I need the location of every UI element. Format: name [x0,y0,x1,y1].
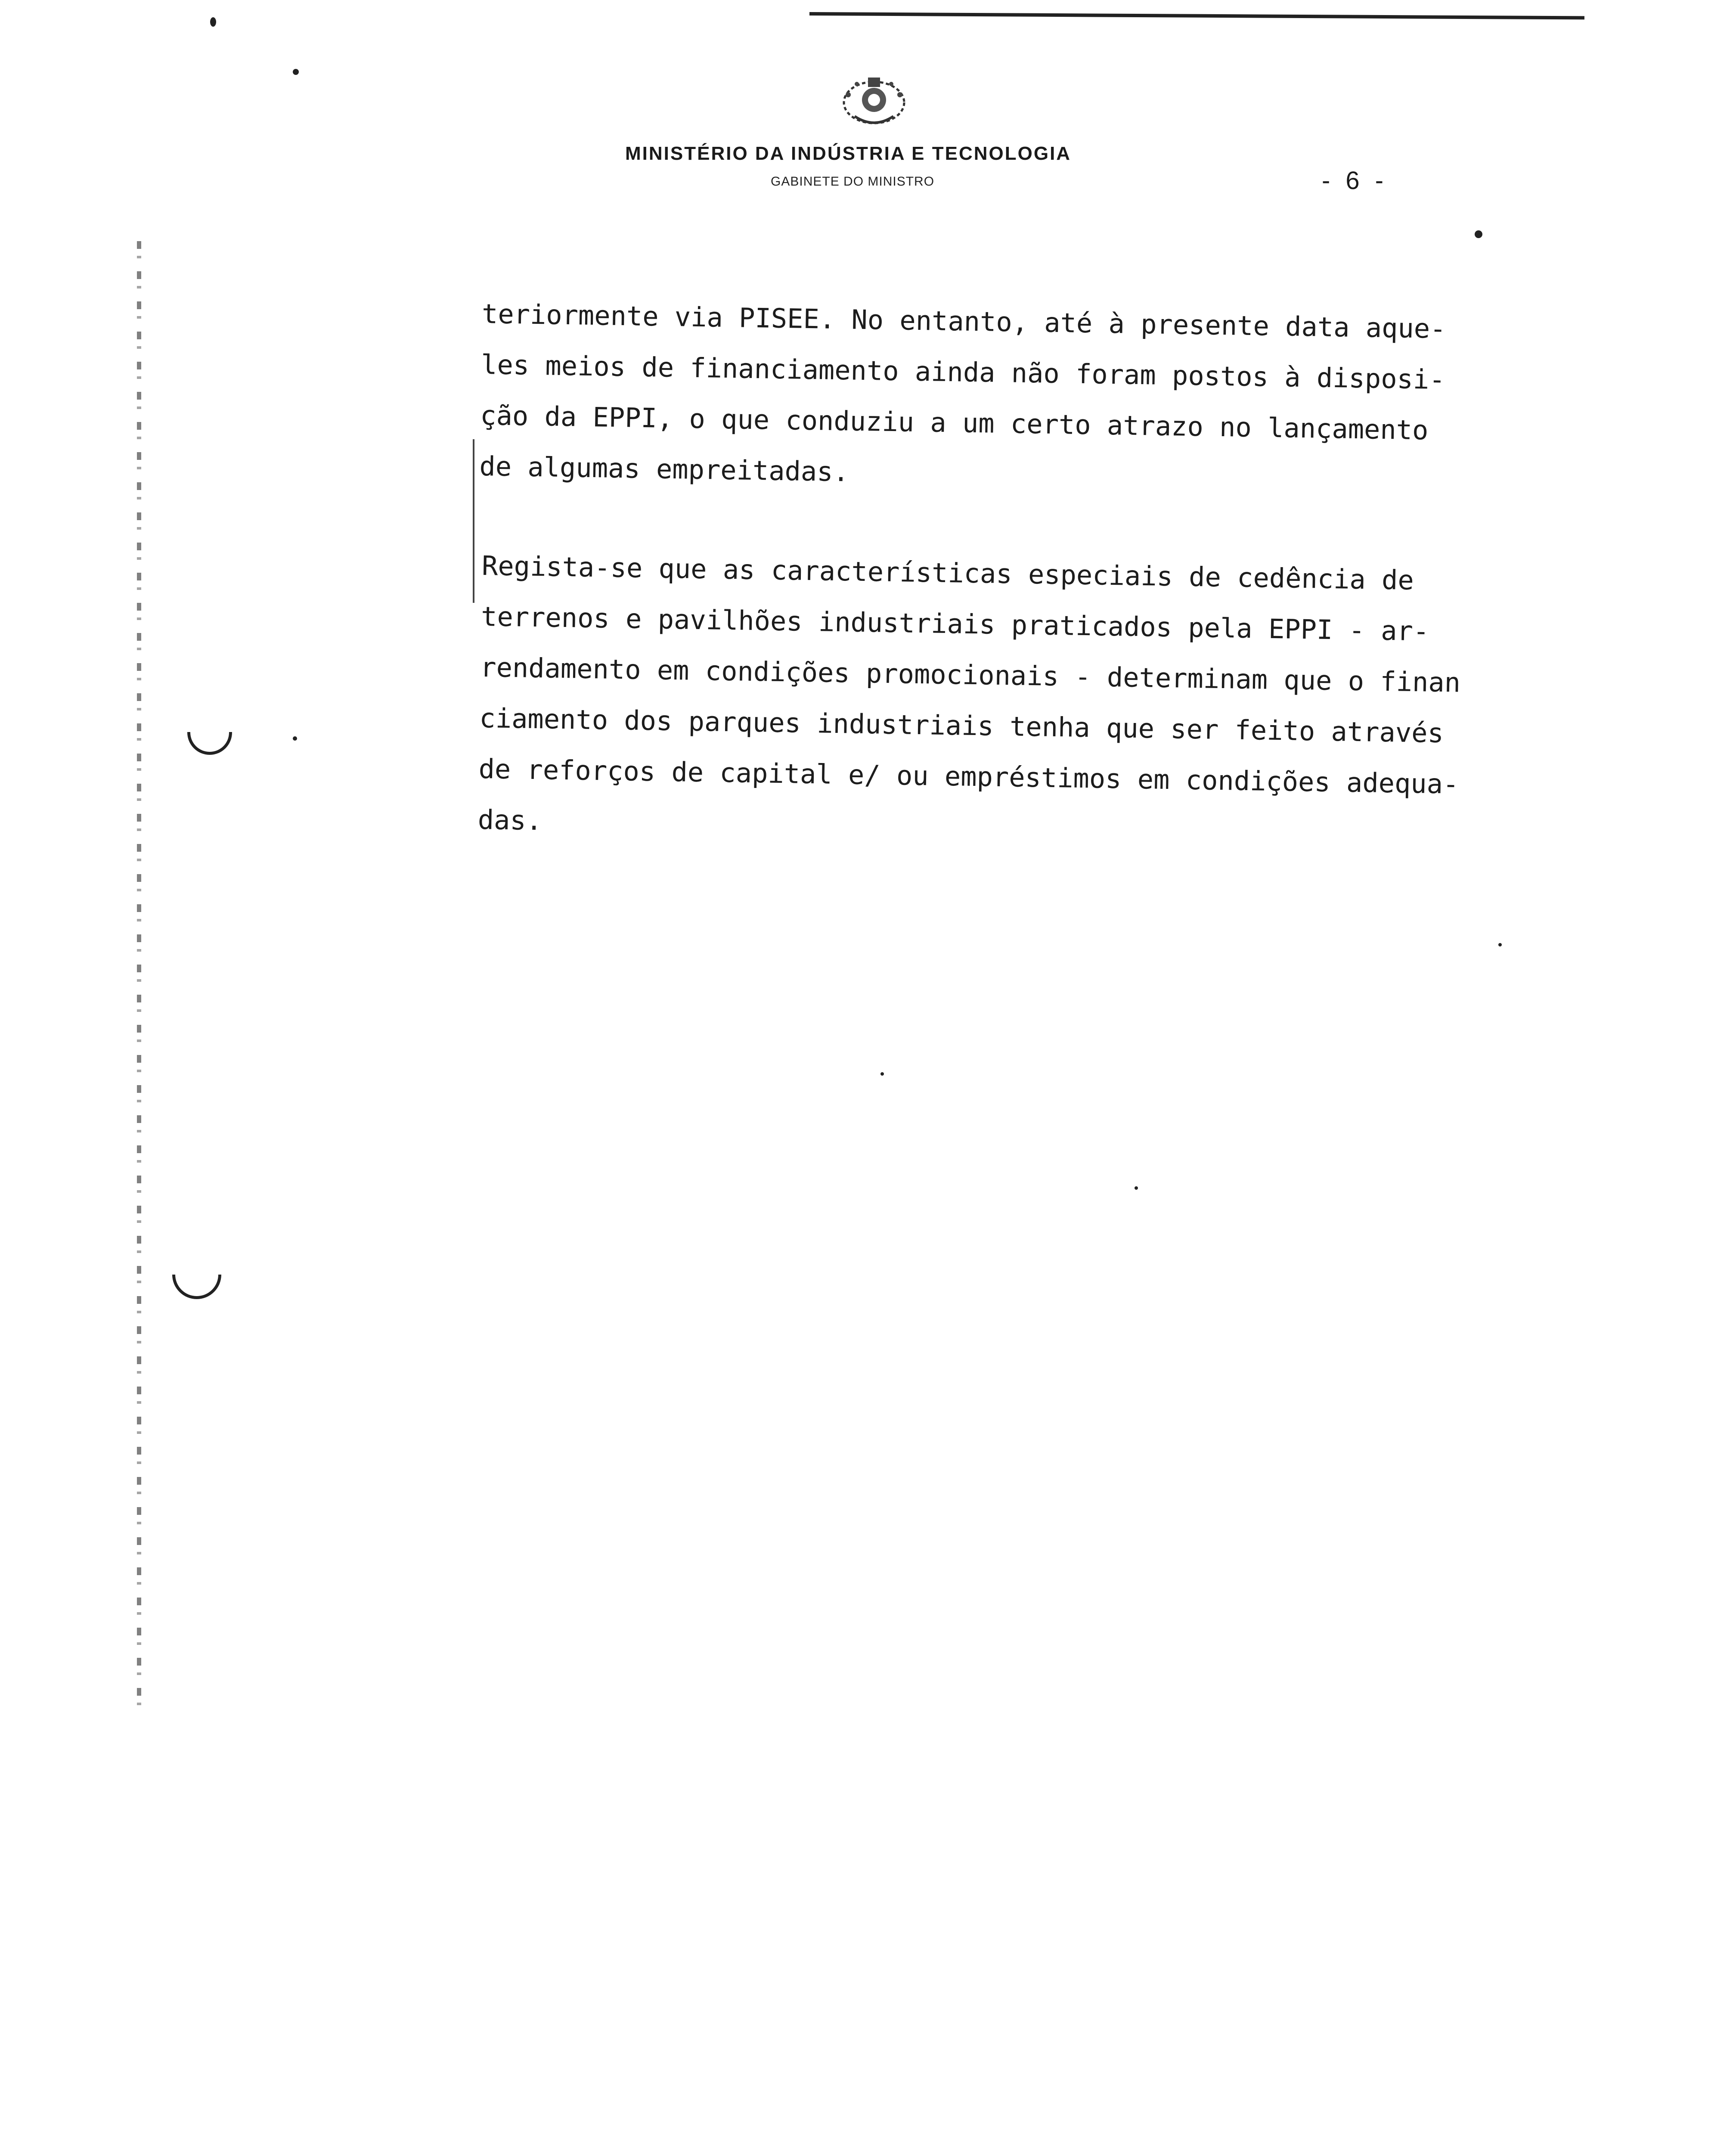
scan-speck [1498,943,1502,946]
text-line: teriormente via PISEE. No entanto, até à presente data aque- [481,298,1447,345]
text-line: de reforços de capital e/ ou empréstimos em condições adequa- [478,753,1459,800]
text-line: rendamento em condições promocionais - determinam que o finan [480,651,1461,698]
punch-hole-mark [172,1275,221,1299]
scan-speck [1135,1186,1138,1190]
paragraph-2 [477,540,1559,862]
scan-speck [293,69,299,75]
text-line: terrenos e pavilhões industriais praticados pela EPPI - ar- [480,600,1429,647]
scan-edge-line [809,12,1584,19]
punch-hole-mark [187,732,232,755]
text-line: les meios de financiamento ainda não foram postos à disposi- [480,348,1446,396]
scan-speck [1475,230,1482,238]
page-number: - 6 - [1322,167,1388,195]
paragraph-1 [479,289,1559,509]
ministry-heading: MINISTÉRIO DA INDÚSTRIA E TECNOLOGIA [625,143,1072,164]
scan-speck [880,1072,884,1076]
text-line: de algumas empreitadas. [479,450,849,488]
text-line: das. [477,803,542,837]
text-line: ciamento dos parques industriais tenha que ser feito através [479,702,1444,749]
text-line: ção da EPPI, o que conduziu a um certo atrazo no lançamento [480,399,1429,446]
margin-rule [473,439,474,603]
binding-margin [137,241,141,1705]
scan-speck [293,736,297,741]
cabinet-subheading: GABINETE DO MINISTRO [771,174,935,189]
scan-speck [210,17,216,27]
text-line: Regista-se que as características especiais de cedência de [481,549,1414,596]
coat-of-arms-icon [831,69,917,133]
